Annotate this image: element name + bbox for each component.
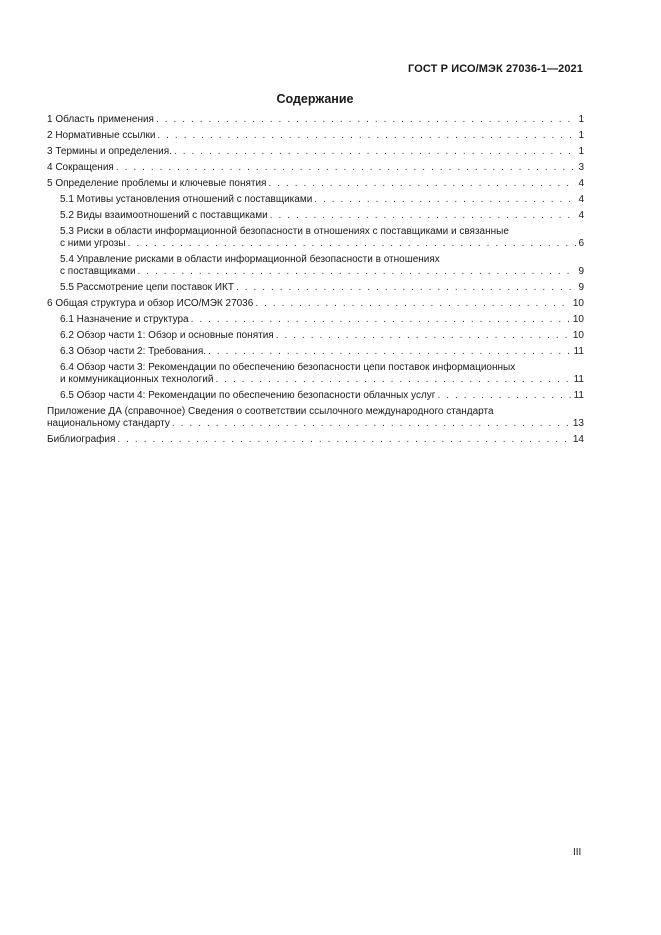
toc-entry[interactable] <box>47 226 584 250</box>
dot-leader <box>268 178 576 190</box>
dot-leader <box>128 238 577 250</box>
toc-entry-text: 6.1 Назначение и структура <box>60 314 189 325</box>
dot-leader <box>156 114 576 126</box>
dot-leader <box>208 346 572 358</box>
dot-leader <box>437 390 571 402</box>
page-number: III <box>573 847 582 858</box>
toc-page-number: 14 <box>572 434 584 445</box>
toc-entry-text: с поставщиками <box>60 266 136 277</box>
dot-leader <box>215 374 571 386</box>
toc-page-number: 9 <box>578 282 584 293</box>
page-title: Содержание <box>276 92 354 106</box>
toc-page-number: 10 <box>572 314 584 325</box>
toc-page-number: 10 <box>572 298 584 309</box>
toc-entry[interactable] <box>47 314 584 326</box>
toc-entry-text: 5.3 Риски в области информационной безопасности в отношениях с поставщиками и связанные <box>60 226 509 237</box>
document-id-header: ГОСТ Р ИСО/МЭК 27036-1—2021 <box>408 63 583 75</box>
toc-page-number: 1 <box>578 130 584 141</box>
toc-entry[interactable] <box>47 254 584 278</box>
toc-entry[interactable] <box>47 114 584 126</box>
dot-leader <box>314 194 576 206</box>
toc-page-number: 11 <box>573 374 584 385</box>
toc-entry-text: 5 Определение проблемы и ключевые понятия <box>47 178 267 189</box>
dot-leader <box>191 314 571 326</box>
toc-entry[interactable] <box>47 178 584 190</box>
toc-page-number: 11 <box>573 390 584 401</box>
toc-entry-text: 6.5 Обзор части 4: Рекомендации по обеспечению безопасности облачных услуг <box>60 390 436 401</box>
toc-page-number: 4 <box>578 194 584 205</box>
toc-entry[interactable] <box>47 162 584 174</box>
toc-page-number: 9 <box>578 266 584 277</box>
toc-entry[interactable] <box>47 346 584 358</box>
toc-page-number: 11 <box>573 346 584 357</box>
toc-entry-text: 6 Общая структура и обзор ИСО/МЭК 27036 <box>47 298 254 309</box>
toc-entry[interactable] <box>47 298 584 310</box>
toc-entry-text: Приложение ДА (справочное) Сведения о соответствии ссылочного международного стандарта <box>47 406 494 417</box>
toc-entry-text: 2 Нормативные ссылки <box>47 130 156 141</box>
dot-leader <box>270 210 577 222</box>
toc-entry-text: национальному стандарту <box>47 418 170 429</box>
dot-leader <box>172 418 571 430</box>
toc-page-number: 4 <box>578 178 584 189</box>
toc-page-number: 10 <box>572 330 584 341</box>
toc-entry-text: 5.2 Виды взаимоотношений с поставщиками <box>60 210 268 221</box>
dot-leader <box>236 282 576 294</box>
toc-entry[interactable] <box>47 210 584 222</box>
toc-page-number: 4 <box>578 210 584 221</box>
toc-entry-text: 5.1 Мотивы установления отношений с поставщиками <box>60 194 313 205</box>
toc-entry-text: 4 Сокращения <box>47 162 114 173</box>
toc-entry[interactable] <box>47 390 584 402</box>
dot-leader <box>117 434 570 446</box>
toc-entry-text: 6.3 Обзор части 2: Требования. <box>60 346 207 357</box>
toc-entry[interactable] <box>47 282 584 294</box>
table-of-contents <box>47 114 584 450</box>
toc-entry-text: с ними угрозы <box>60 238 126 249</box>
toc-entry-text: Библиография <box>47 434 116 445</box>
toc-page-number: 1 <box>578 146 584 157</box>
dot-leader <box>276 330 571 342</box>
toc-page-number: 6 <box>578 238 584 249</box>
dot-leader <box>157 130 576 142</box>
toc-page-number: 3 <box>578 162 584 173</box>
toc-page-number: 1 <box>578 114 584 125</box>
toc-entry-text: 1 Область применения <box>47 114 154 125</box>
toc-entry-text: 5.4 Управление рисками в области информационной безопасности в отношениях <box>60 254 440 265</box>
toc-entry[interactable] <box>47 330 584 342</box>
toc-entry-text: и коммуникационных технологий <box>60 374 214 385</box>
toc-entry[interactable] <box>47 146 584 158</box>
dot-leader <box>138 266 577 278</box>
toc-entry[interactable] <box>47 130 584 142</box>
toc-entry[interactable] <box>47 434 584 446</box>
toc-entry-text: 6.4 Обзор части 3: Рекомендации по обеспечению безопасности цепи поставок информационных <box>60 362 516 373</box>
toc-entry[interactable] <box>47 194 584 206</box>
dot-leader <box>174 146 576 158</box>
toc-entry[interactable] <box>47 362 584 386</box>
toc-entry-text: 5.5 Рассмотрение цепи поставок ИКТ <box>60 282 234 293</box>
toc-entry[interactable] <box>47 406 584 430</box>
toc-entry-text: 3 Термины и определения. <box>47 146 172 157</box>
dot-leader <box>255 298 571 310</box>
toc-entry-text: 6.2 Обзор части 1: Обзор и основные понятия <box>60 330 274 341</box>
toc-page-number: 13 <box>572 418 584 429</box>
dot-leader <box>116 162 577 174</box>
